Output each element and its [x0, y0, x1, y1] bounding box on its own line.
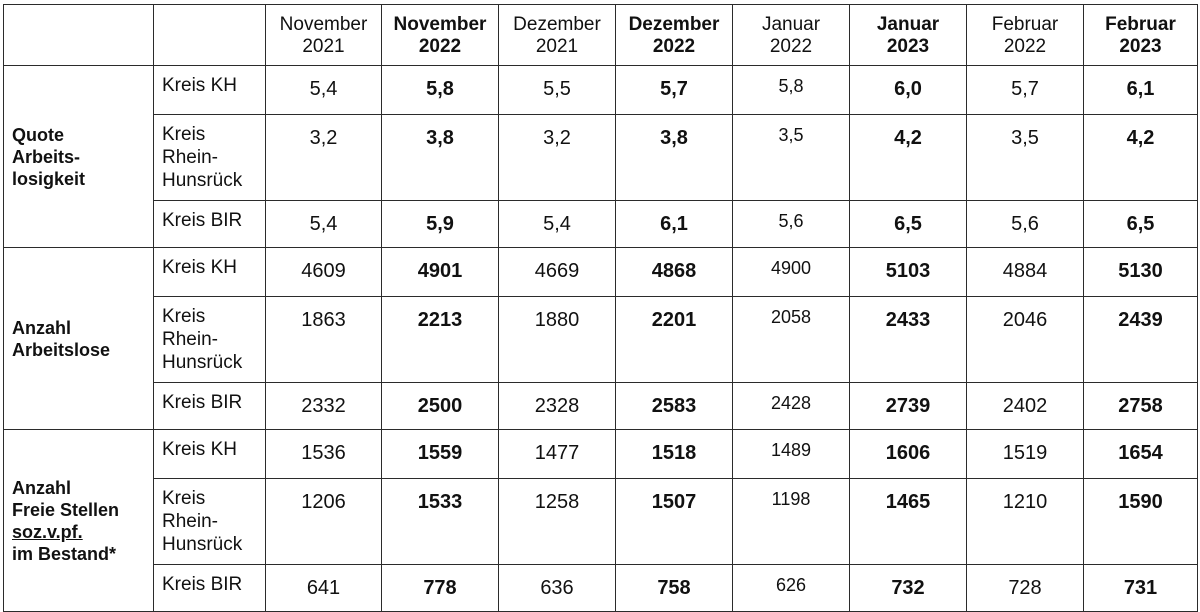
value-cell: 1258 — [499, 479, 616, 565]
value-cell: 1210 — [967, 479, 1084, 565]
region-label-line: Kreis — [162, 488, 206, 509]
value-cell: 1489 — [733, 430, 850, 479]
region-label-line: Rhein- — [162, 329, 218, 350]
corner-cell — [4, 5, 154, 66]
region-label-line: Kreis KH — [162, 257, 237, 278]
region-label-line: Kreis BIR — [162, 392, 243, 413]
year: 2022 — [1003, 36, 1047, 57]
value-cell: 2328 — [499, 383, 616, 430]
column-header-nov-2021 — [266, 5, 382, 66]
table-row — [4, 479, 1198, 565]
value-cell: 1536 — [266, 430, 382, 479]
value-cell: 731 — [1084, 565, 1198, 612]
value-cell: 1533 — [382, 479, 499, 565]
value-cell: 4901 — [382, 248, 499, 297]
region-label-line: Kreis — [162, 306, 206, 327]
month: Dezember — [513, 14, 601, 35]
value-cell: 1477 — [499, 430, 616, 479]
region-label-line: Kreis — [162, 124, 206, 145]
region-label-line: Kreis KH — [162, 439, 237, 460]
group-label-line: losigkeit — [12, 168, 86, 189]
year: 2021 — [302, 36, 345, 57]
column-header-dez-2022 — [616, 5, 733, 66]
value-cell: 5,5 — [499, 66, 616, 115]
value-cell: 1518 — [616, 430, 733, 479]
group-label-line: Freie Stellen — [12, 499, 120, 520]
month: November — [279, 14, 368, 35]
value-cell: 1465 — [850, 479, 967, 565]
value-cell: 1206 — [266, 479, 382, 565]
table-row — [4, 66, 1198, 115]
month: Dezember — [628, 14, 720, 35]
value-cell: 2500 — [382, 383, 499, 430]
value-cell: 732 — [850, 565, 967, 612]
value-cell: 6,1 — [616, 201, 733, 248]
value-cell: 1519 — [967, 430, 1084, 479]
group-freie-stellen-label — [4, 430, 154, 612]
group-label-line: Arbeits- — [12, 146, 81, 167]
value-cell: 778 — [382, 565, 499, 612]
table-row — [4, 565, 1198, 612]
year: 2023 — [1119, 36, 1162, 57]
value-cell: 4900 — [733, 248, 850, 297]
value-cell: 2213 — [382, 297, 499, 383]
group-label-line: Anzahl — [12, 477, 72, 498]
region-label — [154, 297, 266, 383]
region-label — [154, 201, 266, 248]
region-label-line: Rhein- — [162, 511, 218, 532]
value-cell: 1198 — [733, 479, 850, 565]
value-cell: 1606 — [850, 430, 967, 479]
value-cell: 3,2 — [266, 115, 382, 201]
value-cell: 2758 — [1084, 383, 1198, 430]
value-cell: 5130 — [1084, 248, 1198, 297]
month: November — [393, 14, 487, 35]
year: 2023 — [886, 36, 930, 57]
value-cell: 2739 — [850, 383, 967, 430]
value-cell: 3,8 — [616, 115, 733, 201]
value-cell: 4,2 — [850, 115, 967, 201]
column-header-jan-2022 — [733, 5, 850, 66]
value-cell: 626 — [733, 565, 850, 612]
value-cell: 5103 — [850, 248, 967, 297]
value-cell: 1654 — [1084, 430, 1198, 479]
value-cell: 758 — [616, 565, 733, 612]
region-label-line: Hunsrück — [162, 534, 243, 555]
region-label — [154, 430, 266, 479]
region-header-cell — [154, 5, 266, 66]
group-quote-arbeitslosigkeit-label — [4, 66, 154, 248]
table-row — [4, 248, 1198, 297]
column-header-feb-2022 — [967, 5, 1084, 66]
table-row — [4, 430, 1198, 479]
month: Februar — [991, 14, 1059, 35]
value-cell: 5,4 — [266, 66, 382, 115]
value-cell: 2583 — [616, 383, 733, 430]
value-cell: 4868 — [616, 248, 733, 297]
value-cell: 4884 — [967, 248, 1084, 297]
header-row — [4, 5, 1198, 66]
region-label — [154, 565, 266, 612]
region-label — [154, 66, 266, 115]
group-label-line: Quote — [12, 124, 64, 145]
value-cell: 5,6 — [733, 201, 850, 248]
value-cell: 5,9 — [382, 201, 499, 248]
value-cell: 636 — [499, 565, 616, 612]
value-cell: 2046 — [967, 297, 1084, 383]
region-label-line: Kreis BIR — [162, 574, 243, 595]
region-label-line: Kreis KH — [162, 75, 237, 96]
value-cell: 5,7 — [967, 66, 1084, 115]
value-cell: 5,6 — [967, 201, 1084, 248]
table-row — [4, 383, 1198, 430]
month: Februar — [1105, 14, 1176, 35]
value-cell: 1863 — [266, 297, 382, 383]
value-cell: 2402 — [967, 383, 1084, 430]
region-label-line: Hunsrück — [162, 352, 243, 373]
value-cell: 1880 — [499, 297, 616, 383]
region-label — [154, 479, 266, 565]
value-cell: 5,7 — [616, 66, 733, 115]
value-cell: 728 — [967, 565, 1084, 612]
value-cell: 4669 — [499, 248, 616, 297]
region-label-line: Kreis BIR — [162, 210, 243, 231]
value-cell: 2058 — [733, 297, 850, 383]
value-cell: 1507 — [616, 479, 733, 565]
value-cell: 4609 — [266, 248, 382, 297]
value-cell: 1590 — [1084, 479, 1198, 565]
value-cell: 2439 — [1084, 297, 1198, 383]
group-anzahl-arbeitslose-label — [4, 248, 154, 430]
value-cell: 4,2 — [1084, 115, 1198, 201]
value-cell: 3,8 — [382, 115, 499, 201]
table-row — [4, 201, 1198, 248]
year: 2022 — [769, 36, 813, 57]
table-row — [4, 297, 1198, 383]
group-label-line: im Bestand* — [12, 543, 117, 564]
value-cell: 2433 — [850, 297, 967, 383]
value-cell: 3,5 — [733, 115, 850, 201]
value-cell: 5,4 — [266, 201, 382, 248]
region-label — [154, 383, 266, 430]
value-cell: 6,0 — [850, 66, 967, 115]
value-cell: 641 — [266, 565, 382, 612]
labour-market-table — [3, 4, 1198, 612]
column-header-nov-2022 — [382, 5, 499, 66]
column-header-dez-2021 — [499, 5, 616, 66]
year: 2022 — [652, 36, 696, 57]
region-label-line: Hunsrück — [162, 170, 243, 191]
column-header-feb-2023 — [1084, 5, 1198, 66]
value-cell: 5,4 — [499, 201, 616, 248]
value-cell: 3,2 — [499, 115, 616, 201]
value-cell: 6,5 — [850, 201, 967, 248]
value-cell: 6,1 — [1084, 66, 1198, 115]
region-label — [154, 248, 266, 297]
value-cell: 3,5 — [967, 115, 1084, 201]
group-label-line: Arbeitslose — [12, 339, 111, 360]
value-cell: 2201 — [616, 297, 733, 383]
value-cell: 5,8 — [382, 66, 499, 115]
group-label-line: Anzahl — [12, 317, 72, 338]
month: Januar — [761, 14, 821, 35]
table-row — [4, 115, 1198, 201]
region-label-line: Rhein- — [162, 147, 218, 168]
value-cell: 2332 — [266, 383, 382, 430]
value-cell: 1559 — [382, 430, 499, 479]
value-cell: 2428 — [733, 383, 850, 430]
month: Januar — [876, 14, 940, 35]
value-cell: 6,5 — [1084, 201, 1198, 248]
column-header-jan-2023 — [850, 5, 967, 66]
region-label — [154, 115, 266, 201]
year: 2021 — [535, 36, 579, 57]
group-label-line: soz.v.pf. — [12, 521, 83, 542]
year: 2022 — [418, 36, 462, 57]
value-cell: 5,8 — [733, 66, 850, 115]
